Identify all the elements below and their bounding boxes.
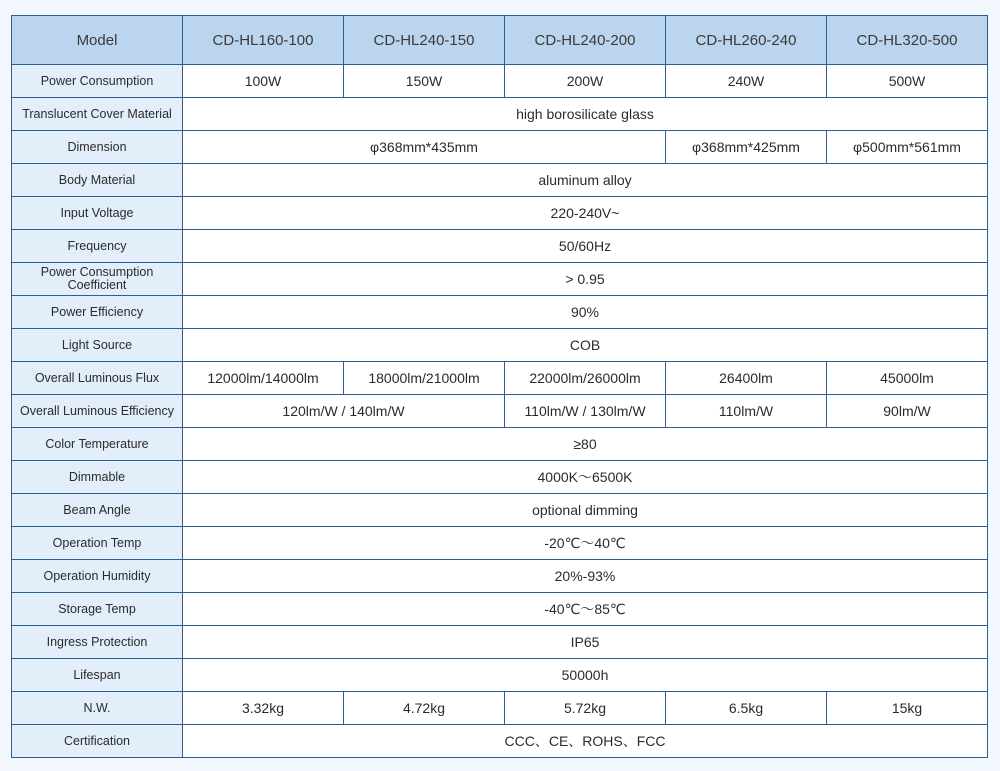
table-cell: high borosilicate glass [183,98,988,131]
row-label: Translucent Cover Material [12,98,183,131]
spec-body [12,65,988,758]
table-row [12,428,988,461]
table-row [12,296,988,329]
table-cell: 150W [344,65,505,98]
row-label: Beam Angle [12,494,183,527]
row-label: Ingress Protection [12,626,183,659]
row-label: Power Efficiency [12,296,183,329]
table-cell: 500W [827,65,988,98]
table-row [12,164,988,197]
table-cell: -40℃～85℃ [183,593,988,626]
table-cell: IP65 [183,626,988,659]
row-label: N.W. [12,692,183,725]
table-row [12,131,988,164]
table-row [12,461,988,494]
row-label: Lifespan [12,659,183,692]
row-label: Overall Luminous Efficiency [12,395,183,428]
table-row [12,230,988,263]
row-label: Certification [12,725,183,758]
table-cell: 45000lm [827,362,988,395]
table-row [12,65,988,98]
header-model-label: Model [12,16,183,65]
table-row [12,626,988,659]
table-cell: -20℃～40℃ [183,527,988,560]
header-model-2: CD-HL240-150 [344,16,505,65]
table-cell: 200W [505,65,666,98]
table-cell: 12000lm/14000lm [183,362,344,395]
table-row [12,692,988,725]
spec-table-container [11,15,988,758]
table-row [12,527,988,560]
table-cell: > 0.95 [183,263,988,296]
row-label: Overall Luminous Flux [12,362,183,395]
table-row [12,395,988,428]
table-cell: 22000lm/26000lm [505,362,666,395]
table-row [12,362,988,395]
table-row [12,494,988,527]
table-row [12,98,988,131]
row-label: Operation Temp [12,527,183,560]
table-row [12,329,988,362]
row-label: Light Source [12,329,183,362]
table-cell: optional dimming [183,494,988,527]
header-model-1: CD-HL160-100 [183,16,344,65]
table-cell: 26400lm [666,362,827,395]
table-cell: 220-240V~ [183,197,988,230]
table-row [12,197,988,230]
table-cell: 3.32kg [183,692,344,725]
row-label: Operation Humidity [12,560,183,593]
header-model-4: CD-HL260-240 [666,16,827,65]
table-cell: 15kg [827,692,988,725]
table-cell: 50/60Hz [183,230,988,263]
table-row [12,659,988,692]
table-cell: CCC、CE、ROHS、FCC [183,725,988,758]
table-cell: 4.72kg [344,692,505,725]
spec-table [11,15,988,758]
table-cell: 100W [183,65,344,98]
row-label: Power Consumption Coefficient [12,263,183,296]
table-cell: ≥80 [183,428,988,461]
row-label: Input Voltage [12,197,183,230]
table-row [12,725,988,758]
table-cell: φ500mm*561mm [827,131,988,164]
table-cell: φ368mm*425mm [666,131,827,164]
row-label: Frequency [12,230,183,263]
table-cell: 90lm/W [827,395,988,428]
row-label: Body Material [12,164,183,197]
row-label: Color Temperature [12,428,183,461]
table-cell: aluminum alloy [183,164,988,197]
row-label: Dimmable [12,461,183,494]
table-cell: 20%-93% [183,560,988,593]
table-cell: 110lm/W [666,395,827,428]
header-row [12,16,988,65]
table-row [12,593,988,626]
table-cell: 18000lm/21000lm [344,362,505,395]
table-cell: 50000h [183,659,988,692]
table-cell: 240W [666,65,827,98]
header-model-3: CD-HL240-200 [505,16,666,65]
table-cell: 6.5kg [666,692,827,725]
table-cell: 4000K～6500K [183,461,988,494]
header-model-5: CD-HL320-500 [827,16,988,65]
table-cell: COB [183,329,988,362]
table-cell: 110lm/W / 130lm/W [505,395,666,428]
table-row [12,560,988,593]
table-row [12,263,988,296]
row-label: Dimension [12,131,183,164]
table-cell: 120lm/W / 140lm/W [183,395,505,428]
table-cell: 90% [183,296,988,329]
table-cell: φ368mm*435mm [183,131,666,164]
row-label: Storage Temp [12,593,183,626]
table-cell: 5.72kg [505,692,666,725]
row-label: Power Consumption [12,65,183,98]
